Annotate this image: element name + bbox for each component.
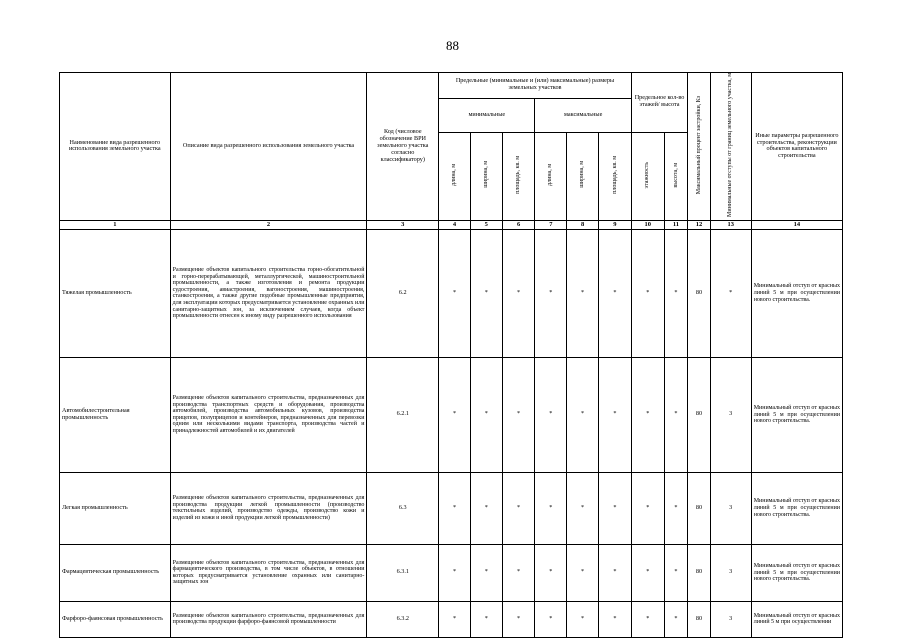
column-number: 6 xyxy=(502,220,535,229)
floors-value: * xyxy=(631,601,664,637)
height-value: * xyxy=(664,544,688,601)
column-number: 3 xyxy=(367,220,439,229)
use-description: Размещение объектов капитального строительства, предназначенных для фармацевтического производства, в том числе объектов, в отношении которых предусматривается установление охранных или санитарно-защитных зон xyxy=(170,544,367,601)
min-width-value: * xyxy=(470,472,502,544)
floors-value: * xyxy=(631,357,664,472)
other-params: Минимальный отступ от красных линий 5 м при осуществлении нового строительства. xyxy=(751,357,842,472)
max-width-value: * xyxy=(567,472,599,544)
max-area-value: * xyxy=(598,357,631,472)
header-floors-group: Предельное кол-во этажей/ высота xyxy=(631,73,687,133)
header-height: высота, м xyxy=(664,132,688,220)
min-area-value: * xyxy=(502,357,535,472)
header-min-width: ширина, м xyxy=(470,132,502,220)
floors-value: * xyxy=(631,472,664,544)
other-params: Минимальный отступ от красных линий 5 м при осуществлении нового строительства. xyxy=(751,229,842,357)
header-name: Наименование вида разрешенного использования земельного участка xyxy=(60,73,171,221)
min-length-value: * xyxy=(439,544,471,601)
column-number: 5 xyxy=(470,220,502,229)
header-max-length: длина, м xyxy=(535,132,567,220)
height-value: * xyxy=(664,229,688,357)
header-max-area: площадь, кв. м xyxy=(598,132,631,220)
header-min-area: площадь, кв. м xyxy=(502,132,535,220)
use-name: Тяжелая промышленность xyxy=(60,229,171,357)
max-area-value: * xyxy=(598,472,631,544)
use-name: Автомобилестроительная промышленность xyxy=(60,357,171,472)
use-code: 6.3.2 xyxy=(367,601,439,637)
use-name: Легкая промышленность xyxy=(60,472,171,544)
column-number-row xyxy=(60,220,843,229)
table-row xyxy=(60,601,843,637)
floors-value: * xyxy=(631,229,664,357)
height-value: * xyxy=(664,601,688,637)
column-number: 2 xyxy=(170,220,367,229)
min-length-value: * xyxy=(439,229,471,357)
header-max-width: ширина, м xyxy=(567,132,599,220)
header-code: Код (числовое обозначение ВРИ земельного участка согласно классификатору) xyxy=(367,73,439,221)
column-number: 4 xyxy=(439,220,471,229)
min-length-value: * xyxy=(439,601,471,637)
min-area-value: * xyxy=(502,544,535,601)
column-number: 8 xyxy=(567,220,599,229)
setback-value: 3 xyxy=(710,357,751,472)
max-length-value: * xyxy=(535,544,567,601)
min-length-value: * xyxy=(439,472,471,544)
min-area-value: * xyxy=(502,229,535,357)
use-code: 6.2 xyxy=(367,229,439,357)
header-max: максимальные xyxy=(535,98,631,132)
setback-value: 3 xyxy=(710,544,751,601)
height-value: * xyxy=(664,472,688,544)
use-name: Фармацевтическая промышленность xyxy=(60,544,171,601)
setback-value: 3 xyxy=(710,472,751,544)
use-code: 6.3.1 xyxy=(367,544,439,601)
max-width-value: * xyxy=(567,544,599,601)
max-length-value: * xyxy=(535,229,567,357)
build-percent-value: 80 xyxy=(688,544,711,601)
column-number: 1 xyxy=(60,220,171,229)
header-setback: Минимальные отступы от границ земельного участка, м xyxy=(710,73,751,221)
header-build-percent: Максимальный процент застройки, Кз xyxy=(688,73,711,221)
max-width-value: * xyxy=(567,229,599,357)
build-percent-value: 80 xyxy=(688,229,711,357)
floors-value: * xyxy=(631,544,664,601)
use-description: Размещение объектов капитального строительства, предназначенных для производства продукции легкой промышленности (производство текстильных изделий, производство одежды, производство кожи и изделий из кожи и иной продукции легкой промышленности) xyxy=(170,472,367,544)
header-min-length: длина, м xyxy=(439,132,471,220)
max-length-value: * xyxy=(535,472,567,544)
min-length-value: * xyxy=(439,357,471,472)
max-area-value: * xyxy=(598,229,631,357)
max-width-value: * xyxy=(567,357,599,472)
column-number: 14 xyxy=(751,220,842,229)
table-row xyxy=(60,472,843,544)
setback-value: 3 xyxy=(710,601,751,637)
column-number: 12 xyxy=(688,220,711,229)
min-width-value: * xyxy=(470,229,502,357)
other-params: Минимальный отступ от красных линий 5 м при осуществлении нового строительства. xyxy=(751,472,842,544)
table-row xyxy=(60,544,843,601)
setback-value: * xyxy=(710,229,751,357)
min-width-value: * xyxy=(470,601,502,637)
use-description: Размещение объектов капитального строительства, предназначенных для производства транспортных средств и оборудования, производства автомобилей, производства автомобильных кузовов, производства прицепов, полуприцепов и контейнеров, предназначенных для перевозки одним или несколькими видами транспорта, производства частей и принадлежностей автомобилей и их двигателей xyxy=(170,357,367,472)
use-name: Фарфоро-фаянсовая промышленность xyxy=(60,601,171,637)
use-code: 6.3 xyxy=(367,472,439,544)
min-width-value: * xyxy=(470,357,502,472)
build-percent-value: 80 xyxy=(688,601,711,637)
use-description: Размещение объектов капитального строительства, предназначенных для производства продукции фарфоро-фаянсовой промышленности xyxy=(170,601,367,637)
max-area-value: * xyxy=(598,601,631,637)
max-area-value: * xyxy=(598,544,631,601)
table-row xyxy=(60,357,843,472)
other-params: Минимальный отступ от красных линий 5 м при осуществлении xyxy=(751,601,842,637)
column-number: 13 xyxy=(710,220,751,229)
column-number: 9 xyxy=(598,220,631,229)
min-width-value: * xyxy=(470,544,502,601)
land-use-table xyxy=(59,72,843,638)
max-width-value: * xyxy=(567,601,599,637)
column-number: 10 xyxy=(631,220,664,229)
column-number: 7 xyxy=(535,220,567,229)
use-description: Размещение объектов капитального строительства горно-обогатительной и горно-перерабатывающей, металлургической, машиностроительной промышленности, а также изготовления и ремонта продукции судостроения, авиастроения, вагоностроения, машиностроения, станкостроения, а также другие подобные промышленные предприятия, для эксплуатации которых предусматривается установление охранных или санитарно-защитных зон, за исключением случаев, когда объект промышленности отнесен к иному виду разрешенного использования xyxy=(170,229,367,357)
max-length-value: * xyxy=(535,601,567,637)
header-other: Иные параметры разрешенного строительства, реконструкции объектов капитального строительства xyxy=(751,73,842,221)
other-params: Минимальный отступ от красных линий 5 м при осуществлении нового строительства. xyxy=(751,544,842,601)
header-min: минимальные xyxy=(439,98,535,132)
header-description: Описание вида разрешенного использования земельного участка xyxy=(170,73,367,221)
max-length-value: * xyxy=(535,357,567,472)
min-area-value: * xyxy=(502,601,535,637)
height-value: * xyxy=(664,357,688,472)
page-number: 88 xyxy=(446,38,459,53)
use-code: 6.2.1 xyxy=(367,357,439,472)
header-limits-group: Предельные (минимальные и (или) максимальные) размеры земельных участков xyxy=(439,73,632,99)
build-percent-value: 80 xyxy=(688,357,711,472)
header-floors: этажность xyxy=(631,132,664,220)
min-area-value: * xyxy=(502,472,535,544)
column-number: 11 xyxy=(664,220,688,229)
table-row xyxy=(60,229,843,357)
build-percent-value: 80 xyxy=(688,472,711,544)
